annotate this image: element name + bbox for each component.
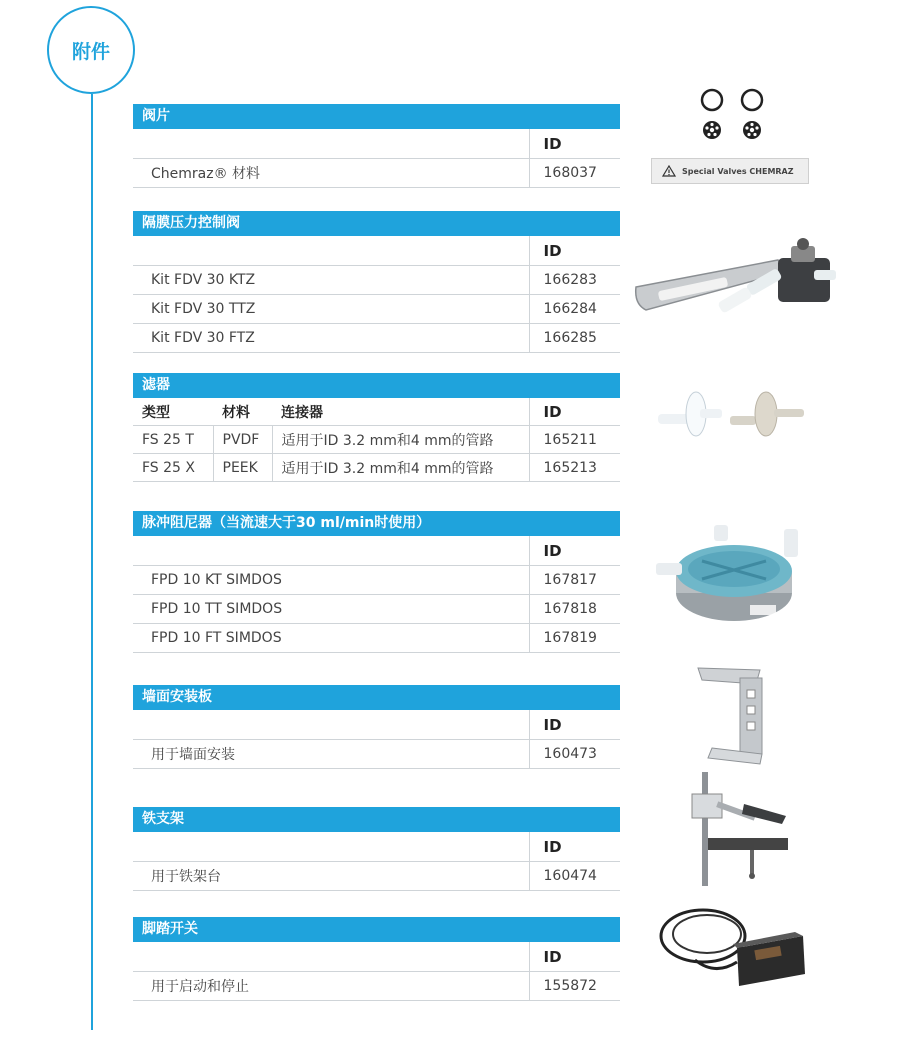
section-title: 滤器 bbox=[133, 373, 620, 398]
badge-title: 附件 bbox=[71, 40, 110, 63]
table-row bbox=[133, 595, 620, 624]
section-title: 墙面安装板 bbox=[133, 685, 620, 710]
item-name: Kit FDV 30 KTZ bbox=[133, 266, 529, 295]
damper-table bbox=[133, 536, 620, 653]
item-id: 166283 bbox=[529, 266, 620, 295]
table-row bbox=[133, 566, 620, 595]
filter-image bbox=[648, 384, 818, 454]
table-row bbox=[133, 159, 620, 188]
item-name: FPD 10 TT SIMDOS bbox=[133, 595, 529, 624]
item-id: 166284 bbox=[529, 295, 620, 324]
pedal-section bbox=[133, 917, 620, 1001]
wall-mount-table bbox=[133, 710, 620, 769]
item-id: 160474 bbox=[529, 862, 620, 891]
valve-image bbox=[690, 86, 780, 146]
table-row bbox=[133, 324, 620, 353]
item-type: FS 25 X bbox=[133, 454, 213, 482]
item-id: 165211 bbox=[529, 426, 620, 454]
section-title: 铁支架 bbox=[133, 807, 620, 832]
foot-switch-image bbox=[655, 896, 825, 996]
type-header: 类型 bbox=[133, 398, 213, 426]
table-row bbox=[133, 266, 620, 295]
table-row bbox=[133, 454, 620, 482]
item-id: 165213 bbox=[529, 454, 620, 482]
id-header: ID bbox=[529, 536, 620, 566]
item-name: 用于墙面安装 bbox=[133, 740, 529, 769]
item-id: 167817 bbox=[529, 566, 620, 595]
item-connector: 适用于ID 3.2 mm和4 mm的管路 bbox=[272, 454, 529, 482]
valve-section bbox=[133, 104, 620, 188]
item-id: 167818 bbox=[529, 595, 620, 624]
section-title: 隔膜压力控制阀 bbox=[133, 211, 620, 236]
connector-header: 连接器 bbox=[272, 398, 529, 426]
id-header: ID bbox=[529, 710, 620, 740]
item-name: Kit FDV 30 FTZ bbox=[133, 324, 529, 353]
item-id: 166285 bbox=[529, 324, 620, 353]
item-material: PVDF bbox=[213, 426, 272, 454]
diaphragm-table bbox=[133, 236, 620, 353]
item-material: PEEK bbox=[213, 454, 272, 482]
id-header: ID bbox=[529, 942, 620, 972]
stand-clamp-image bbox=[686, 772, 796, 888]
table-row bbox=[133, 972, 620, 1001]
item-id: 168037 bbox=[529, 159, 620, 188]
section-title: 脉冲阻尼器（当流速大于30 ml/min时使用） bbox=[133, 511, 620, 536]
table-row bbox=[133, 862, 620, 891]
item-name: 用于启动和停止 bbox=[133, 972, 529, 1001]
id-header: ID bbox=[529, 129, 620, 159]
id-header: ID bbox=[529, 236, 620, 266]
filter-section bbox=[133, 373, 620, 482]
item-type: FS 25 T bbox=[133, 426, 213, 454]
material-header: 材料 bbox=[213, 398, 272, 426]
item-name: FPD 10 FT SIMDOS bbox=[133, 624, 529, 653]
valve-label bbox=[651, 158, 809, 184]
table-row bbox=[133, 740, 620, 769]
section-badge bbox=[47, 6, 135, 94]
wall-mount-plate-image bbox=[690, 660, 780, 770]
section-title: 脚踏开关 bbox=[133, 917, 620, 942]
pulsation-damper-image bbox=[652, 521, 812, 631]
pedal-table bbox=[133, 942, 620, 1001]
item-name: Kit FDV 30 TTZ bbox=[133, 295, 529, 324]
stand-section bbox=[133, 807, 620, 891]
id-header: ID bbox=[529, 398, 620, 426]
item-connector: 适用于ID 3.2 mm和4 mm的管路 bbox=[272, 426, 529, 454]
filter-table bbox=[133, 398, 620, 482]
pressure-valve-image bbox=[628, 232, 838, 332]
id-header: ID bbox=[529, 832, 620, 862]
table-row bbox=[133, 295, 620, 324]
section-title: 阀片 bbox=[133, 104, 620, 129]
item-id: 155872 bbox=[529, 972, 620, 1001]
diaphragm-section bbox=[133, 211, 620, 353]
table-row bbox=[133, 624, 620, 653]
timeline-line bbox=[91, 94, 93, 1030]
item-name: FPD 10 KT SIMDOS bbox=[133, 566, 529, 595]
item-name: Chemraz® 材料 bbox=[133, 159, 529, 188]
valve-table bbox=[133, 129, 620, 188]
valve-label-text: Special Valves CHEMRAZ bbox=[682, 166, 794, 176]
wall-mount-section bbox=[133, 685, 620, 769]
stand-table bbox=[133, 832, 620, 891]
table-row bbox=[133, 426, 620, 454]
warning-icon bbox=[662, 165, 676, 177]
item-name: 用于铁架台 bbox=[133, 862, 529, 891]
damper-section bbox=[133, 511, 620, 653]
item-id: 160473 bbox=[529, 740, 620, 769]
item-id: 167819 bbox=[529, 624, 620, 653]
